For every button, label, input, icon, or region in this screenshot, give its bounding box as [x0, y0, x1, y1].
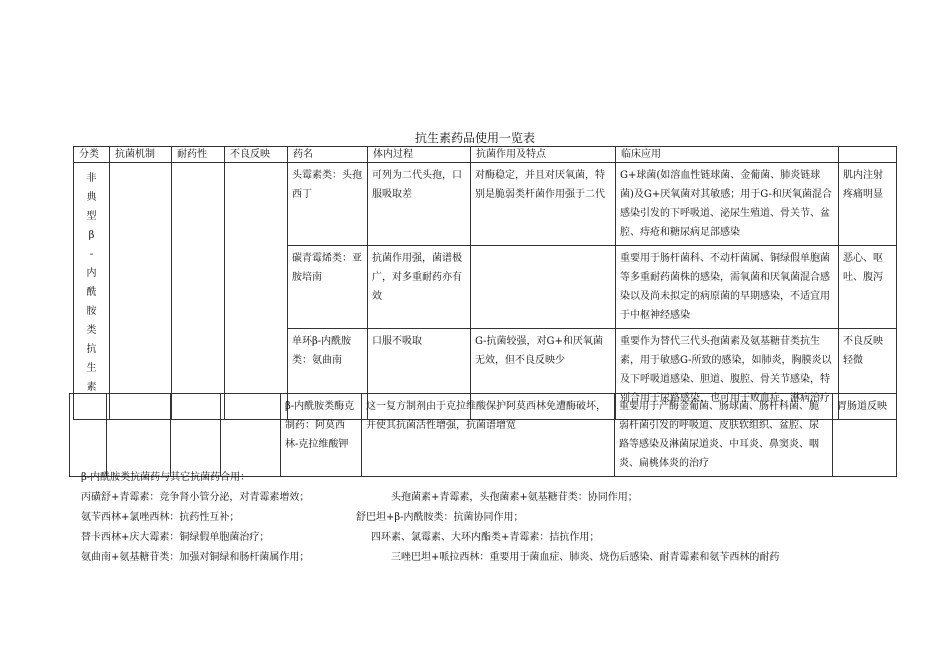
note-text: 四环素、氯霉素、大环内酯类+青霉素：拮抗作用；: [371, 532, 600, 543]
adverse-note-cell: 恶心、呕吐、腹泻: [839, 246, 897, 329]
header-cell: 抗菌机制: [110, 147, 172, 163]
adverse-cell: [221, 394, 281, 477]
clinical-cell: G+球菌(如溶血性链球菌、金葡菌、肺炎链球菌)及G+厌氧菌对其敏感；用于G-和厌氧菌混合感染引发的下呼吸道、泌尿生殖道、骨关节、盆腔、痔疮和糖尿病足部感染: [616, 163, 839, 246]
header-row: [74, 147, 897, 163]
drug-cell: β-内酰胺类酶克制药：阿莫西林-克拉维酸钾: [281, 394, 362, 477]
category-cell: [70, 394, 107, 477]
clinical-cell: 重要用于肠杆菌科、不动杆菌属、铜绿假单胞菌等多重耐药菌株的感染，需氧菌和厌氧菌混合感染以及尚未拟定的病原菌的早期感染，不适宜用于中枢神经感染: [616, 246, 839, 329]
note-text: 舒巴坦+β-内酰胺类：抗菌协同作用；: [356, 512, 524, 523]
resistance-cell: [171, 394, 221, 477]
process-effect-cell: 这一复方制剂由于克拉维酸保护阿莫西林免遭酶破坏，并使其抗菌活性增强，抗菌谱增宽: [362, 394, 615, 477]
notes-heading: β-内酰胺类抗菌药与其它抗菌药合用：: [81, 472, 251, 483]
header-cell: 药名: [288, 147, 368, 163]
adverse-cell: [225, 163, 288, 420]
note-text: 头孢菌素+青霉素，头孢菌素+氨基糖苷类：协同作用；: [391, 492, 638, 503]
note-text: 替卡西林+庆大霉素：铜绿假单胞菌治疗；: [81, 532, 270, 543]
process-cell: 口服不吸取: [368, 329, 471, 420]
mechanism-cell: [107, 394, 171, 477]
process-cell: 抗菌作用强，菌谱极广，对多重耐药亦有效: [368, 246, 471, 329]
header-cell: 分类: [74, 147, 110, 163]
mechanism-cell: [110, 163, 172, 420]
note-text: 丙磺舒+青霉素：竞争肾小管分泌，对青霉素增效；: [81, 492, 310, 503]
combination-notes: [81, 468, 901, 568]
category-cell: 非 典 型 β - 内 酰 胺 类 抗 生 素: [74, 163, 110, 420]
note-text: 三唑巴坦+哌拉西林：重要用于菌血症、肺炎、烧伤后感染、耐青霉素和氨苄西林的耐药: [391, 552, 780, 563]
note-row: [81, 508, 901, 528]
clinical-cell: 重要用于产酶金葡菌、肠球菌、肠杆科菌、脆弱杆菌引发的呼吸道、皮肤软组织、盆腔、尿路等感染及淋菌尿道炎、中耳炎、鼻窦炎、咽炎、扁桃体炎的治疗: [615, 394, 833, 477]
header-cell: 抗菌作用及特点: [471, 147, 616, 163]
adverse-note-cell: 不良反映轻微: [839, 329, 897, 420]
table-row: [74, 163, 897, 246]
adverse-note-cell: 肌内注射疼痛明显: [839, 163, 897, 246]
drug-cell: 单环β-内酰胺类：氨曲南: [288, 329, 368, 420]
header-cell: 临床应用: [616, 147, 839, 163]
adverse-note-cell: 胃肠道反映: [833, 394, 897, 477]
drug-cell: 碳青霉烯类：亚胺培南: [288, 246, 368, 329]
note-text: 氨苄西林+氯唑西林：抗药性互补；: [81, 512, 240, 523]
header-cell: [839, 147, 897, 163]
antibiotic-table-continued: [69, 393, 897, 477]
note-row: [81, 548, 901, 568]
resistance-cell: [172, 163, 225, 420]
header-cell: 体内过程: [368, 147, 471, 163]
table-row: [70, 394, 897, 477]
effect-cell: 对酶稳定，并且对厌氧菌，特别是脆弱类杆菌作用强于二代: [471, 163, 616, 246]
process-cell: 可列为二代头孢，口服吸取差: [368, 163, 471, 246]
clinical-cell: 重要作为替代三代头孢菌素及氨基糖苷类抗生素，用于敏感G-所致的感染，如肺炎，胸膜炎以及下呼吸道感染、胆道、腹腔、骨关节感染，特别合用于尿路感染，也可用于败血症、淋病治疗: [616, 329, 839, 420]
effect-cell: G-抗菌较强，对G+和厌氧菌无效，但不良反映少: [471, 329, 616, 420]
antibiotic-table: [73, 146, 897, 420]
header-cell: 耐药性: [172, 147, 225, 163]
page-title: 抗生素药品使用一览表: [414, 131, 535, 145]
header-cell: 不良反映: [225, 147, 288, 163]
note-row: [81, 488, 901, 508]
note-row: [81, 528, 901, 548]
note-text: 氨曲南+氨基糖苷类：加强对铜绿和肠杆菌属作用；: [81, 552, 310, 563]
effect-cell: [471, 246, 616, 329]
drug-cell: 头霉素类：头孢西丁: [288, 163, 368, 246]
